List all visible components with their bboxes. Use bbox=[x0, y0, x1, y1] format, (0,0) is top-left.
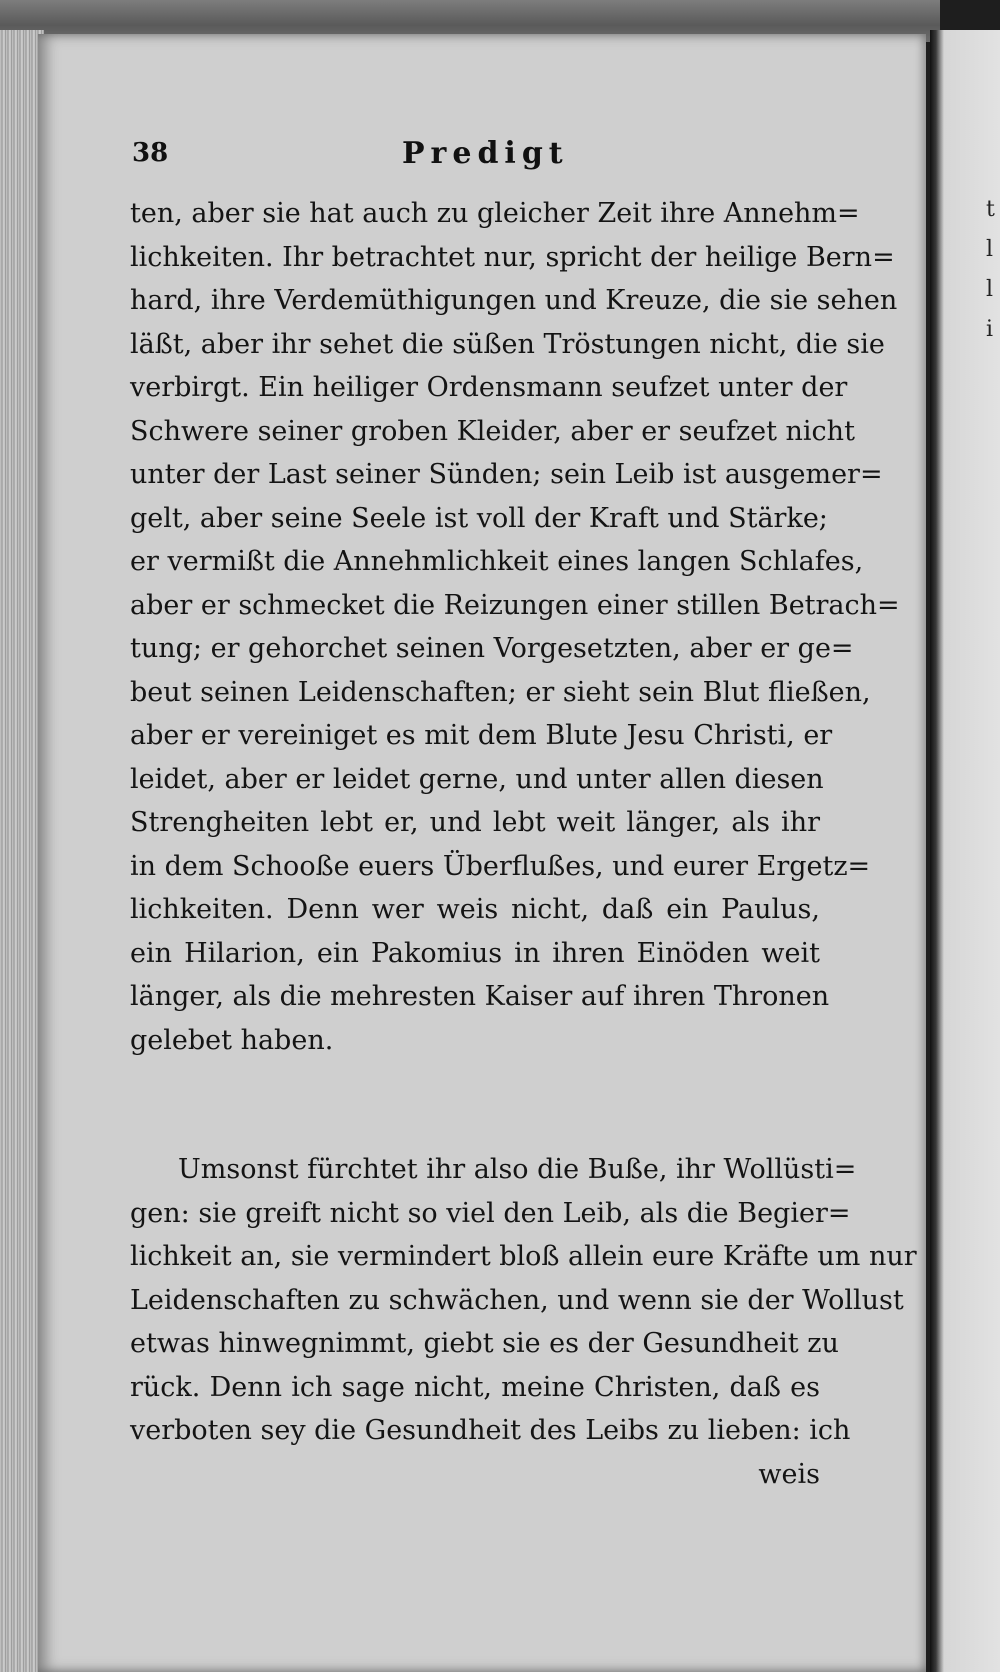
text-line: ein Hilarion, ein Pakomius in ihren Einöden weit bbox=[130, 937, 820, 969]
text-line: Leidenschaften zu schwächen, und wenn sie der Wollust bbox=[130, 1284, 904, 1316]
text-line: ten, aber sie hat auch zu gleicher Zeit ihre Annehm= bbox=[130, 198, 860, 229]
text-line: in dem Schooße euers Überflußes, und eurer Ergetz= bbox=[130, 850, 871, 882]
text-line: lichkeiten. Denn wer weis nicht, daß ein Paulus, bbox=[130, 894, 820, 925]
text-line: beut seinen Leidenschaften; er sieht sein Blut fließen, bbox=[130, 676, 871, 708]
text-line: gen: sie greift nicht so viel den Leib, als die Begier= bbox=[130, 1197, 851, 1229]
running-title: Predigt bbox=[402, 136, 569, 171]
text-line: aber er schmecket die Reizungen einer stillen Betrach= bbox=[130, 589, 900, 621]
page-number: 38 bbox=[132, 138, 169, 168]
text-line: aber er vereiniget es mit dem Blute Jesu Christi, er bbox=[130, 720, 833, 751]
text-line: etwas hinwegnimmt, giebt sie es der Gesundheit zu bbox=[130, 1328, 839, 1359]
text-line: lichkeiten. Ihr betrachtet nur, spricht der heilige Bern= bbox=[130, 241, 895, 273]
text-line: gelt, aber seine Seele ist voll der Kraft und Stärke; bbox=[130, 502, 828, 534]
paragraph-1 bbox=[130, 192, 900, 1062]
facing-page-fragments bbox=[986, 190, 1000, 350]
paragraph-2 bbox=[130, 1148, 917, 1496]
text-line: Strengheiten lebt er, und lebt weit länger, als ihr bbox=[130, 807, 820, 838]
text-line: Umsonst fürchtet ihr also die Buße, ihr Wollüsti= bbox=[178, 1154, 857, 1185]
facing-page-fragment: l bbox=[986, 237, 994, 262]
text-line: länger, als die mehresten Kaiser auf ihren Thronen bbox=[130, 981, 830, 1012]
text-line: hard, ihre Verdemüthigungen und Kreuze, die sie sehen bbox=[130, 285, 898, 316]
text-line: unter der Last seiner Sünden; sein Leib ist ausgemer= bbox=[130, 459, 883, 490]
text-line: gelebet haben. bbox=[130, 1024, 334, 1056]
text-line: Schwere seiner groben Kleider, aber er seufzet nicht bbox=[130, 415, 855, 447]
text-line: tung; er gehorchet seinen Vorgesetzten, aber er ge= bbox=[130, 633, 854, 664]
facing-page-fragment: i bbox=[986, 317, 994, 342]
text-line: lichkeit an, sie vermindert bloß allein eure Kräfte um nur bbox=[130, 1241, 917, 1272]
text-line: läßt, aber ihr sehet die süßen Tröstungen nicht, die sie bbox=[130, 328, 885, 360]
facing-page-fragment: l bbox=[986, 277, 994, 302]
text-line: leidet, aber er leidet gerne, und unter allen diesen bbox=[130, 763, 824, 795]
text-line: rück. Denn ich sage nicht, meine Christen, daß es bbox=[130, 1371, 820, 1403]
catchword: weis bbox=[758, 1458, 820, 1490]
text-line: verboten sey die Gesundheit des Leibs zu lieben: ich bbox=[130, 1415, 851, 1446]
text-line: er vermißt die Annehmlichkeit eines langen Schlafes, bbox=[130, 546, 864, 577]
facing-page-fragment: t bbox=[986, 197, 995, 222]
text-line: verbirgt. Ein heiliger Ordensmann seufzet unter der bbox=[130, 372, 848, 403]
page-header bbox=[132, 138, 832, 178]
